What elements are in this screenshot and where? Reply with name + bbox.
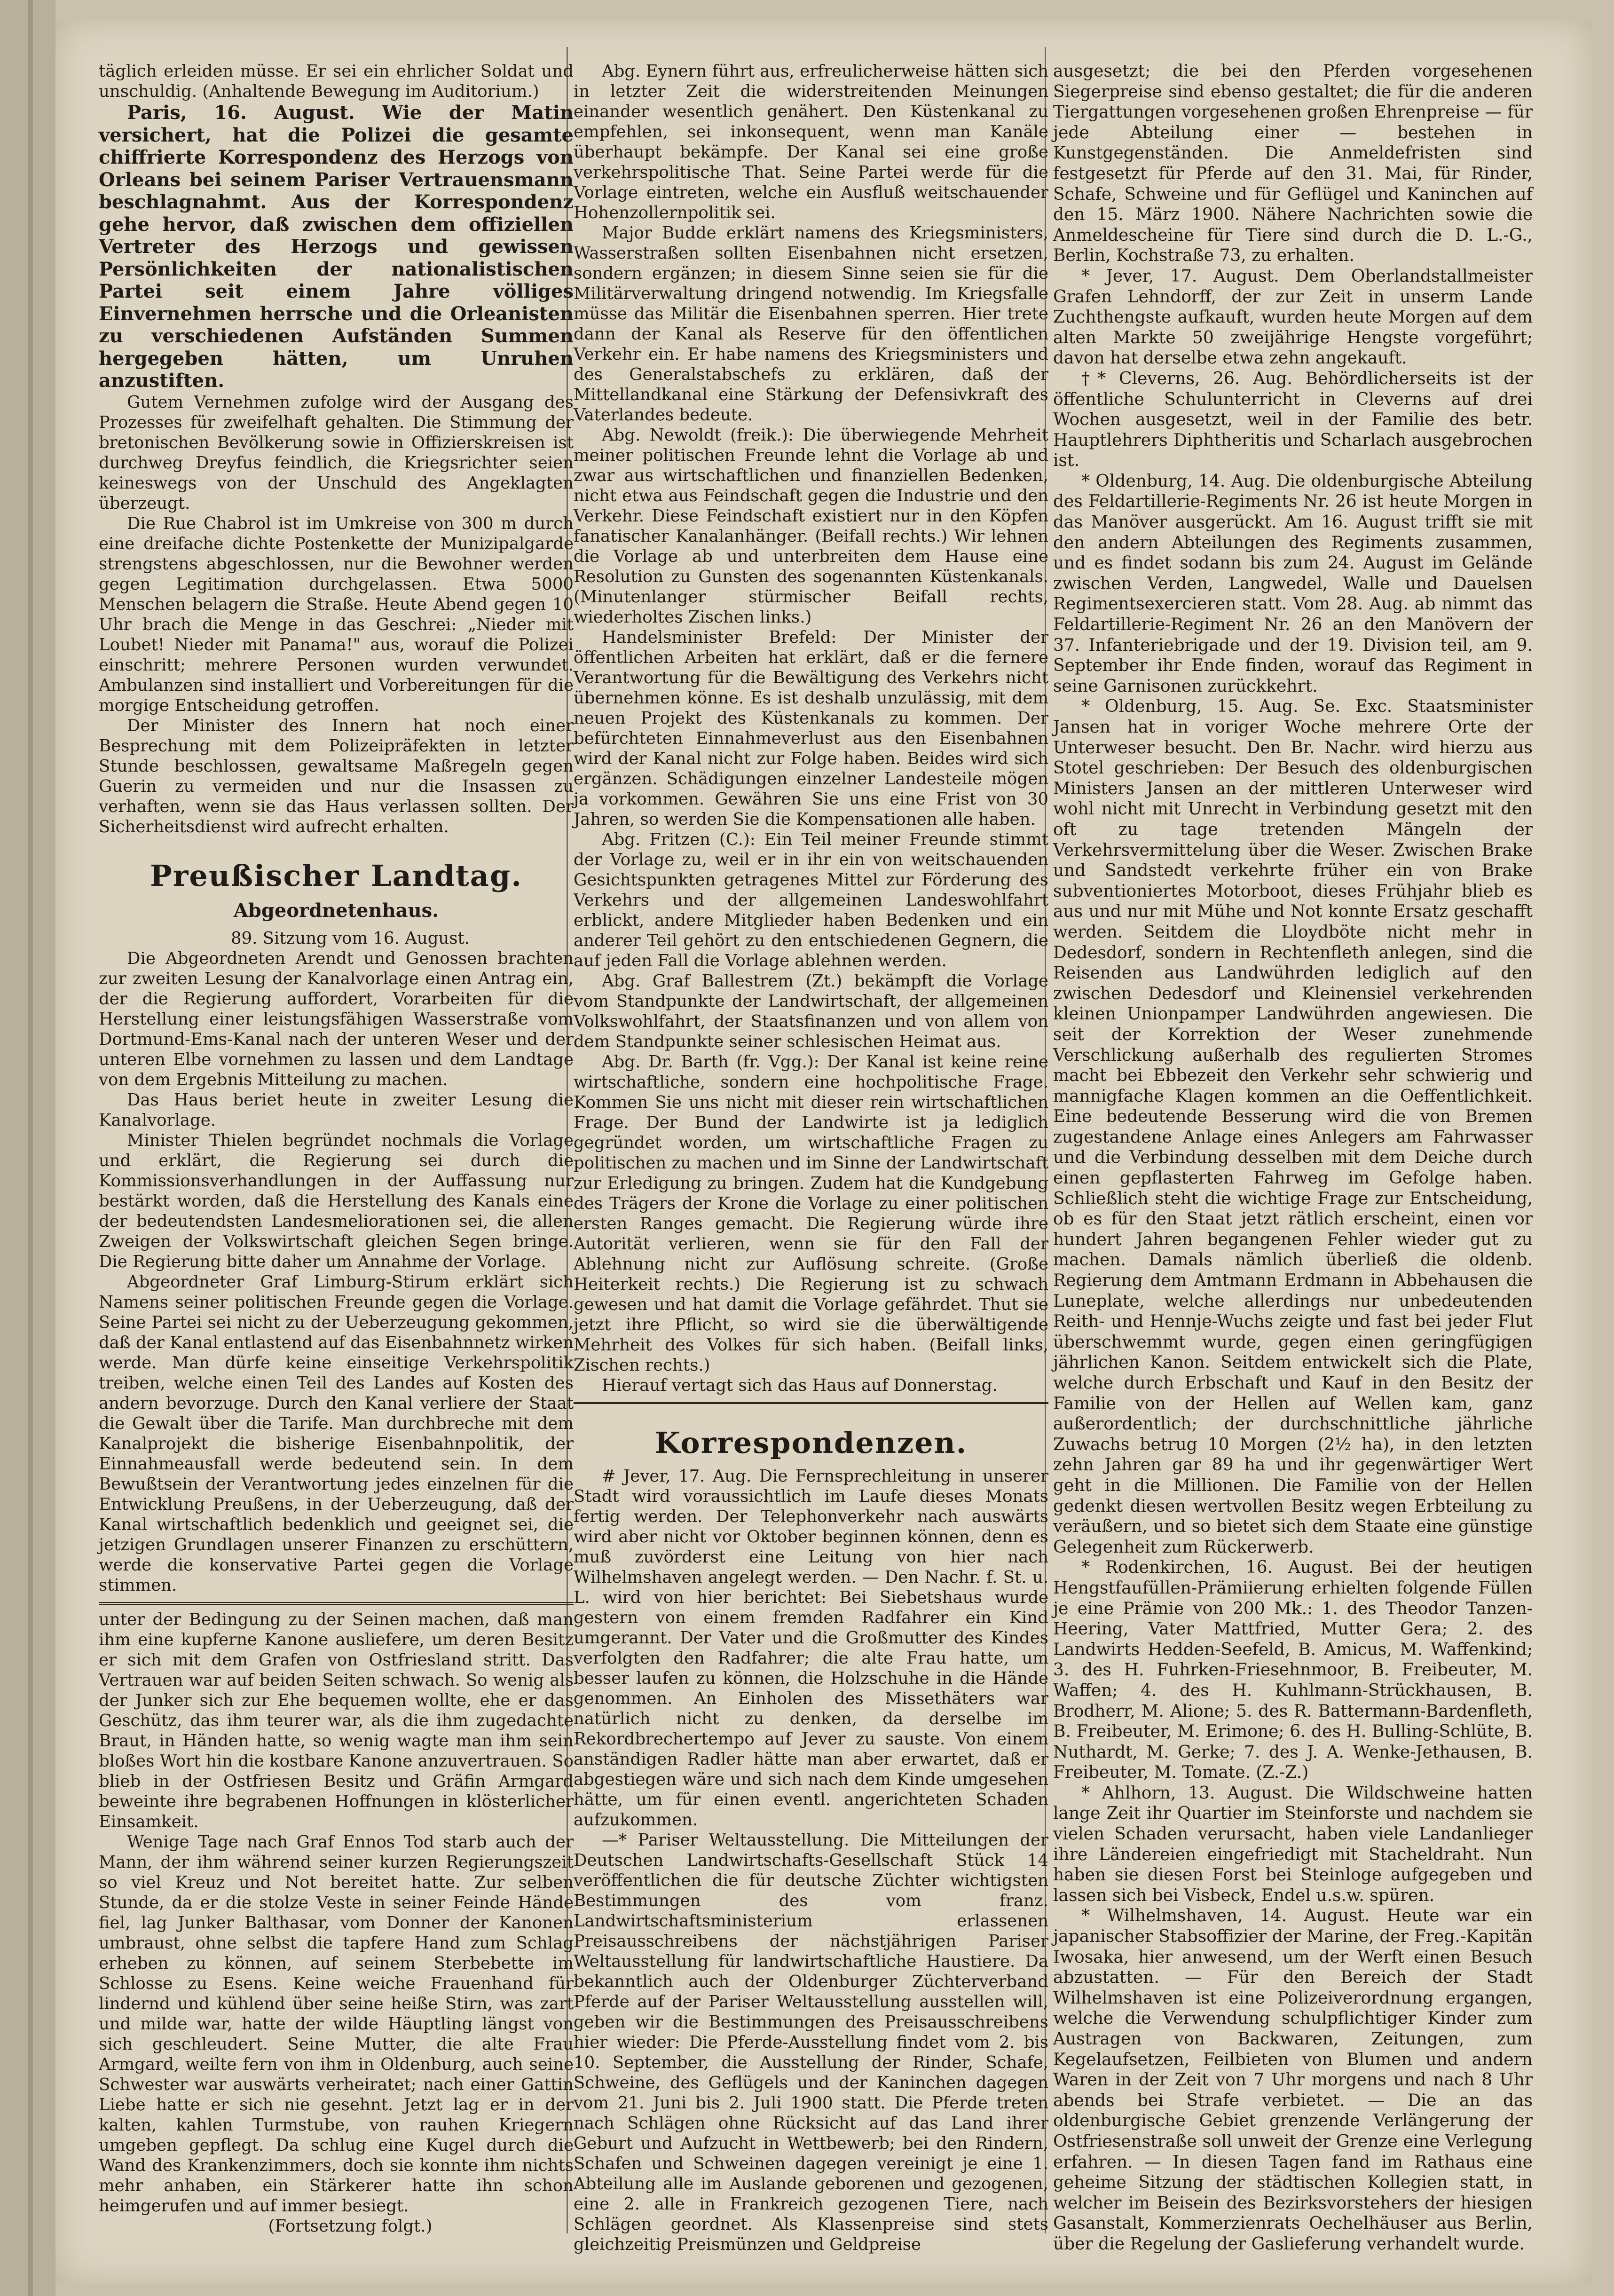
article-paragraph: Abg. Fritzen (C.): Ein Teil meiner Freunde stimmt der Vorlage zu, weil er in ihr ein von weitschauenden Gesichtspunkten getragenes Mittel zur Förderung des Verkehrs und der allgemeinen Landeswohlfahrt erblickt, andere Mitglieder haben Bedenken und ein anderer Teil gehört zu den entschiedenen Gegnern, die auf jeden Fall die Vorlage ablehnen werden. [574,830,1048,970]
section-heading-landtag: Preußischer Landtag. [150,858,522,893]
article-paragraph: Die Rue Chabrol ist im Umkreise von 300 m durch eine dreifache dichte Postenkette der Munizipalgarde strengstens abgeschlossen, nur die Bewohner werden gegen Legitimation durchgelassen. Etwa 5000 Menschen belagern die Straße. Heute Abend gegen 10 Uhr brach die Menge in das Geschrei: „Nieder mit Loubet! Nieder mit Panama!" aus, worauf die Polizei einschritt; mehrere Personen wurden verwundet. Ambulanzen sind installiert und Vorbereitungen für die morgige Entscheidung getroffen. [99,513,574,715]
article-paragraph: Abg. Eynern führt aus, erfreulicherweise hätten sich in letzter Zeit die widerstreitenden Meinungen einander wesentlich genähert. Den Küstenkanal zu empfehlen, sei inkonsequent, wenn man Kanäle überhaupt bekämpfe. Der Kanal sei eine große verkehrspolitische That. Seine Partei werde für die Vorlage eintreten, welche ein Ausfluß weitschauender Hohenzollernpolitik sei. [574,62,1048,222]
article-paragraph: * Wilhelmshaven, 14. August. Heute war ein japanischer Stabsoffizier der Marine, der Freg.-Kapitän Iwosaka, hier anwesend, um der Werft einen Besuch abzustatten. — Für den Bereich der Stadt Wilhelmshaven ist eine Polizeiverordnung ergangen, welche die Verwendung schulpflichtiger Kinder zum Austragen von Backwaren, Zeitungen, zum Kegelaufsetzen, Feilbieten von Blumen und andern Waren in der Zeit von 7 Uhr morgens und nach 8 Uhr abends bei Strafe verbietet. — Die an das oldenburgische Gebiet grenzende Verlängerung der Ostfriesenstraße soll unweit der Grenze eine Verlegung erfahren. — In diesen Tagen fand im Rathaus eine geheime Sitzung der städtischen Kollegien statt, in welcher im Beisein des Bezirksvorstehers der hiesigen Gasanstalt, Kommerzienrats Oechelhäuser aus Berlin, über die Regelung der Gaslieferung verhandelt wurde. [1053,1906,1533,2254]
continuation-note: (Fortsetzung folgt.) [268,2216,433,2236]
article-paragraph: * Jever, 17. August. Dem Oberlandstallmeister Grafen Lehndorff, der zur Zeit in unserm Lande Zuchthengste aufkauft, wurden heute Morgen auf dem alten Markte 50 zweijährige Hengste vorgeführt; davon hat derselbe etwa zehn angekauft. [1053,266,1533,368]
article-paragraph: * Ahlhorn, 13. August. Die Wildschweine hatten lange Zeit ihr Quartier im Steinforste und nachdem sie vielen Schaden verursacht, haben viele Landanlieger ihre Ländereien eingefriedigt mit Stacheldraht. Nun haben sie diesen Forst bei Steinloge aufgegeben und lassen sich bei Visbeck, Endel u.s.w. spüren. [1053,1783,1533,1905]
feuilleton-divider [99,1602,574,1605]
article-paris: Paris, 16. August. Wie der Matin versichert, hat die Polizei die gesamte chiffrierte Korrespondenz des Herzogs von Orleans bei seinem Pariser Vertrauensmann beschlagnahmt. Aus der Korrespondenz gehe hervor, daß zwischen dem offiziellen Vertreter des Herzogs und gewissen Persönlichkeiten der nationalistischen Partei seit einem Jahre völliges Einvernehmen herrsche und die Orleanisten zu verschiedenen Aufständen Summen hergegeben hätten, um Unruhen anzustiften. [99,102,574,392]
section-heading-korrespondenzen: Korrespondenzen. [654,1426,968,1460]
article-paragraph: Der Minister des Innern hat noch einer Besprechung mit dem Polizeipräfekten in letzter Stunde beschlossen, gewaltsame Maßregeln gegen Guerin zu vermeiden und nur die Insassen zu verhaften, wenn sie das Haus verlassen sollten. Der Sicherheitsdienst wird aufrecht erhalten. [99,716,574,836]
article-paragraph: täglich erleiden müsse. Er sei ein ehrlicher Soldat und unschuldig. (Anhaltende Bewegung im Auditorium.) [99,62,574,101]
article-paragraph: Abgeordneter Graf Limburg-Stirum erklärt sich Namens seiner politischen Freunde gegen die Vorlage. Seine Partei sei nicht zu der Ueberzeugung gekommen, daß der Kanal entlastend auf das Eisenbahnnetz wirken werde. Man dürfe keine einseitige Verkehrspolitik treiben, welche einen Teil des Landes auf Kosten des andern bevorzuge. Durch den Kanal verliere der Staat die Gewalt über die Tarife. Man durchbreche mit dem Kanalprojekt die bisherige Eisenbahnpolitik, der Einnahmeausfall werde bedeutend sein. In dem Bewußtsein der Verantwortung jedes einzelnen für die Entwicklung Preußens, in der Ueberzeugung, daß der Kanal wirtschaftlich bedenklich und geeignet sei, die jetzigen Grundlagen unserer Finanzen zu erschüttern, werde die konservative Partei gegen die Vorlage stimmen. [99,1272,574,1595]
article-paragraph: Handelsminister Brefeld: Der Minister der öffentlichen Arbeiten hat erklärt, daß er die fernere Verantwortung für die Bewältigung des Verkehrs nicht übernehmen könne. Es ist deshalb unzulässig, mit dem neuen Projekt des Küstenkanals zu kommen. Der befürchteten Einnahmeverlust aus den Eisenbahnen wird der Kanal nicht zur Folge haben. Beides wird sich ergänzen. Schädigungen einzelner Landesteile mögen ja vorkommen. Gewähren Sie uns eine Frist von 30 Jahren, so werden Sie die Kompensationen alle haben. [574,628,1048,829]
article-paragraph: Major Budde erklärt namens des Kriegsministers, Wasserstraßen sollten Eisenbahnen nicht ersetzen, sondern ergänzen; in diesem Sinne seien sie für die Militärverwaltung dringend notwendig. Im Kriegsfalle müsse das Militär die Eisenbahnen sperren. Hier trete dann der Kanal als Reserve für den öffentlichen Verkehr ein. Er habe namens des Kriegsministers und des Generalstabschefs zu erklären, daß der Mittellandkanal eine Stärkung der Defensivkraft des Vaterlandes bedeute. [574,223,1048,425]
column-1 [99,61,574,2236]
article-paragraph: Das Haus beriet heute in zweiter Lesung die Kanalvorlage. [99,1090,574,1130]
article-paragraph: Hierauf vertagt sich das Haus auf Donnerstag. [602,1376,998,1395]
column-3 [1053,61,1533,2255]
article-paragraph: # Jever, 17. Aug. Die Fernsprechleitung in unserer Stadt wird voraussichtlich im Laufe dieses Monats fertig werden. Der Telephonverkehr nach auswärts wird aber nicht vor Oktober beginnen können, denn es muß zuvörderst eine Leitung von hier nach Wilhelmshaven angelegt werden. — Den Nachr. f. St. u. L. wird von hier berichtet: Bei Siebetshaus wurde gestern von einem fremden Radfahrer ein Kind umgerannt. Der Vater und die Großmutter des Kindes verfolgten den Radfahrer; die alte Frau hatte, um besser laufen zu können, die Holzschuhe in die Hände genommen. An Einholen des Missethäters war natürlich nicht zu denken, da derselbe im Rekordbrechertempo auf Jever zu sauste. Von einem anständigen Radler hätte man aber erwartet, daß er abgestiegen wäre und sich nach dem Kinde umgesehen hätte, um für einen eventl. angerichteten Schaden aufzukommen. [574,1467,1048,1830]
session-line: 89. Sitzung vom 16. August. [230,928,470,948]
page-gutter [0,0,55,2296]
feuilleton-paragraph: unter der Bedingung zu der Seinen machen, daß man ihm eine kupferne Kanone ausliefere, um deren Besitz er sich mit dem Grafen von Ostfriesland stritt. Das Vertrauen war auf beiden Seiten schwach. So wenig als der Junker sich zur Ehe bequemen wollte, ehe er das Geschütz, das ihm teurer war, als die ihm zugedachte Braut, in Händen hatte, so wenig wagte man ihm sein bloßes Wort hin die kostbare Kanone anzuvertrauen. So blieb in der Ostfriesen Besitz und Gräfin Armgard beweinte ihre begrabenen Hoffnungen in klösterlicher Einsamkeit. [99,1610,574,1831]
article-paragraph: †* Cleverns, 26. Aug. Behördlicherseits ist der öffentliche Schulunterricht in Cleverns auf drei Wochen ausgesetzt, weil in der Familie des betr. Hauptlehrers Diphtheritis und Scharlach ausgebrochen ist. [1053,369,1533,471]
article-paragraph: Abg. Graf Ballestrem (Zt.) bekämpft die Vorlage vom Standpunkte der Landwirtschaft, der allgemeinen Volkswohlfahrt, der Staatsfinanzen und von allem von dem Standpunkte seiner schlesischen Heimat aus. [574,971,1048,1051]
article-paragraph: Abg. Newoldt (freik.): Die überwiegende Mehrheit meiner politischen Freunde lehnt die Vorlage ab und zwar aus wirtschaftlichen und finanziellen Bedenken, nicht etwa aus Feindschaft gegen die Industrie und den Verkehr. Diese Feindschaft existiert nur in den Köpfen fanatischer Kanalanhänger. (Beifall rechts.) Wir lehnen die Vorlage ab und unterbreiten dem Hause eine Resolution zu Gunsten des sogenannten Küstenkanals. (Minutenlanger stürmischer Beifall rechts, wiederholtes Zischen links.) [574,426,1048,627]
feuilleton-paragraph: Wenige Tage nach Graf Ennos Tod starb auch der Mann, der ihm während seiner kurzen Regierungszeit so viel Kreuz und Not bereitet hatte. Zur selben Stunde, da er die stolze Veste in seiner Feinde Hände fiel, lag Junker Balthasar, vom Donner der Kanonen umbraust, ohne selbst die tapfere Hand zum Schlag erheben zu können, auf seinem Sterbebette im Schlosse zu Esens. Keine weiche Frauenhand für lindernd und kühlend über seine heiße Stirn, was zart und milde war, hatte der wilde Häuptling längst von sich geschleudert. Seine Mutter, die alte Frau Armgard, weilte fern von ihm in Oldenburg, auch seine Schwester war auswärts verheiratet; nach einer Gattin Liebe hatte er sich nie gesehnt. Jetzt lag er in der kalten, kahlen Turmstube, von rauhen Kriegern umgeben gepflegt. Da schlug eine Kugel durch die Wand des Krankenzimmers, doch sie konnte ihm nichts mehr anhaben, ein Stärkerer hatte ihn schon heimgerufen und auf immer besiegt. [99,1832,574,2216]
article-paragraph: * Oldenburg, 15. Aug. Se. Exc. Staatsminister Jansen hat in voriger Woche mehrere Orte der Unterweser besucht. Den Br. Nachr. wird hierzu aus Stotel geschrieben: Der Besuch des oldenburgischen Ministers Jansen an der mittleren Unterweser wird wohl nicht mit Unrecht in Verbindung gesetzt mit den oft zu tage tretenden Mängeln der Verkehrsvermittelung über die Weser. Zwischen Brake und Sandstedt verkehrte früher ein von Brake subventioniertes Motorboot, dieses Frühjahr blieb es aus und nur mit Mühe und Not konnte Ersatz geschafft werden. Seitdem die Lloydböte nicht mehr in Dedesdorf, sondern in Rechtenfleth anlegen, sind die Reisenden aus Landwührden lediglich auf den zwischen Dedesdorf und Kleinensiel verkehrenden kleinen Unionpamper Landwührden angewiesen. Die seit der Korrektion der Weser zunehmende Verschlickung außerhalb des regulierten Stromes macht bei Ebbezeit den Verkehr sehr schwierig und mannigfache Klagen kommen an die Oeffentlichkeit. Eine bedeutende Besserung wird die von Bremen zugestandene Anlage eines Anlegers am Fahrwasser und die Verbindung desselben mit dem Deiche durch einen gepflasterten Fahrweg im Gefolge haben. Schließlich steht die wichtige Frage zur Entscheidung, ob es für den Staat jetzt rätlich erscheint, einen vor hundert Jahren begangenen Fehler wieder gut zu machen. Damals nämlich überließ die oldenb. Regierung dem Amtmann Erdmann in Abbehausen die Luneplate, welche allerdings nur unbedeutenden Reith- und Hennje-Wuchs zeigte und fast bei jeder Flut überschwemmt wurde, gegen einen geringfügigen jährlichen Kanon. Seitdem entwickelt sich die Plate, welche durch Erbschaft und Kauf in den Besitz der Familie von der Hellen auf Wellen kam, ganz außerordentlich; der durchschnittliche jährliche Zuwachs betrug 10 Morgen (2½ ha), in den letzten zehn Jahren gar 89 ha und ihr gegenwärtiger Wert geht in die Millionen. Die Familie von der Hellen gedenkt diesen wertvollen Besitz wegen Erbteilung zu veräußern, und so bietet sich dem Staate eine günstige Gelegenheit zum Rückerwerb. [1053,697,1533,1557]
article-paragraph: Gutem Vernehmen zufolge wird der Ausgang des Prozesses für zweifelhaft gehalten. Die Stimmung der bretonischen Bevölkerung sowie in Offizierskreisen ist durchweg Dreyfus feindlich, die Kriegsrichter seien keineswegs von der Unschuld des Angeklagten überzeugt. [99,392,574,513]
article-paragraph: ausgesetzt; die bei den Pferden vorgesehenen Siegerpreise sind ebenso gestaltet; die für die anderen Tiergattungen vorgesehenen großen Ehrenpreise — für jede Abteilung einer — bestehen in Kunstgegenständen. Die Anmeldefristen sind festgesetzt für Pferde auf den 31. Mai, für Rinder, Schafe, Schweine und für Geflügel und Kaninchen auf den 15. März 1900. Nähere Nachrichten sowie die Anmeldescheine für Tiere sind durch die D. L.-G., Berlin, Kochstraße 73, zu erhalten. [1053,62,1533,266]
article-paragraph: —* Pariser Weltausstellung. Die Mitteilungen der Deutschen Landwirtschafts-Gesellschaft Stück 14 veröffentlichen die für deutsche Züchter wichtigsten Bestimmungen des vom franz. Landwirtschaftsministerium erlassenen Preisausschreibens der nächstjährigen Pariser Weltausstellung für landwirtschaftliche Haustiere. Da bekanntlich auch der Oldenburger Züchterverband Pferde auf der Pariser Weltausstellung ausstellen will, geben wir die Bestimmungen des Preisausschreibens hier wieder: Die Pferde-Ausstellung findet vom 2. bis 10. September, die Ausstellung der Rinder, Schafe, Schweine, des Geflügels und der Kaninchen dagegen vom 21. Juni bis 2. Juli 1900 statt. Die Pferde treten nach Schlägen ohne Rücksicht auf das Land ihrer Geburt und Aufzucht in Wettbewerb; bei den Rindern, Schafen und Schweinen dagegen vereinigt je eine 1. Abteilung alle im Auslande geborenen und gezogenen, eine 2. alle in Frankreich gezogenen Tiere, nach Schlägen geordnet. Als Klassenpreise sind stets gleichzeitig Preismünzen und Geldpreise [574,1830,1048,2254]
section-divider [574,1402,1048,1404]
article-paragraph: * Oldenburg, 14. Aug. Die oldenburgische Abteilung des Feldartillerie-Regiments Nr. 26 ist heute Morgen in das Manöver ausgerückt. Am 16. August trifft sie mit den andern Abteilungen des Regiments zusammen, und es findet sodann bis zum 24. August im Gelände zwischen Verden, Langwedel, Walle und Dauelsen Regimentsexercieren statt. Vom 28. Aug. ab nimmt das Feldartillerie-Regiment Nr. 26 an den Manövern der 37. Infanteriebrigade und der 19. Division teil, am 9. September ihr Ende finden, worauf das Regiment in seine Garnisonen zurückkehrt. [1053,471,1533,696]
article-paragraph: * Rodenkirchen, 16. August. Bei der heutigen Hengstfaufüllen-Prämiierung erhielten folgende Füllen je eine Prämie von 200 Mk.: 1. des Theodor Tanzen-Heering, Vater Mattfried, Mutter Gera; 2. des Landwirts Hedden-Seefeld, B. Amicus, M. Waffenkind; 3. des H. Fuhrken-Friesehnmoor, B. Freibeuter, M. Waffen; 4. des H. Kuhlmann-Strückhausen, B. Brodherr, M. Alione; 5. des R. Battermann-Bardenfleth, B. Freibeuter, M. Erimone; 6. des H. Bulling-Schlüte, B. Nuthardt, M. Gerke; 7. des J. A. Wenke-Jethausen, B. Freibeuter, M. Tomate. (Z.-Z.) [1053,1558,1533,1783]
column-2 [574,61,1048,2255]
article-paragraph: Abg. Dr. Barth (fr. Vgg.): Der Kanal ist keine reine wirtschaftliche, sondern eine hochpolitische Frage. Kommen Sie uns nicht mit dieser rein wirtschaftlichen Frage. Der Bund der Landwirte ist ja lediglich gegründet worden, um wirtschaftliche Fragen zu politischen zu machen und im Sinne der Landwirtschaft zur Erledigung zu bringen. Zudem hat die Kundgebung des Trägers der Krone die Vorlage zu einer politischen ersten Ranges gemacht. Die Regierung würde ihre Autorität verlieren, wenn sie für den Fall der Ablehnung nicht zur Auflösung schreite. (Große Heiterkeit rechts.) Die Regierung ist zu schwach gewesen und hat damit die Vorlage gefährdet. Thut sie jetzt ihre Pflicht, so wird sie die überwältigende Mehrheit des Volkes für sich haben. (Beifall links, Zischen rechts.) [574,1052,1048,1375]
article-paragraph: Minister Thielen begründet nochmals die Vorlage und erklärt, die Regierung sei durch die Kommissionsverhandlungen in der Auffassung nur bestärkt worden, daß die Herstellung des Kanals eine der bedeutendsten Landesmeliorationen sei, die allen Zweigen der Volkswirtschaft gleichen Segen bringe. Die Regierung bitte daher um Annahme der Vorlage. [99,1130,574,1271]
page-fold [28,0,33,2296]
sub-heading-abgeordnetenhaus: Abgeordnetenhaus. [233,899,439,922]
article-paragraph: Die Abgeordneten Arendt und Genossen brachten zur zweiten Lesung der Kanalvorlage einen Antrag ein, der die Regierung auffordert, Vorarbeiten für die Herstellung einer leistungsfähigen Wasserstraße vom Dortmund-Ems-Kanal nach der unteren Weser und der unteren Elbe vornehmen zu lassen und dem Landtage von dem Ergebnis Mitteilung zu machen. [99,948,574,1089]
